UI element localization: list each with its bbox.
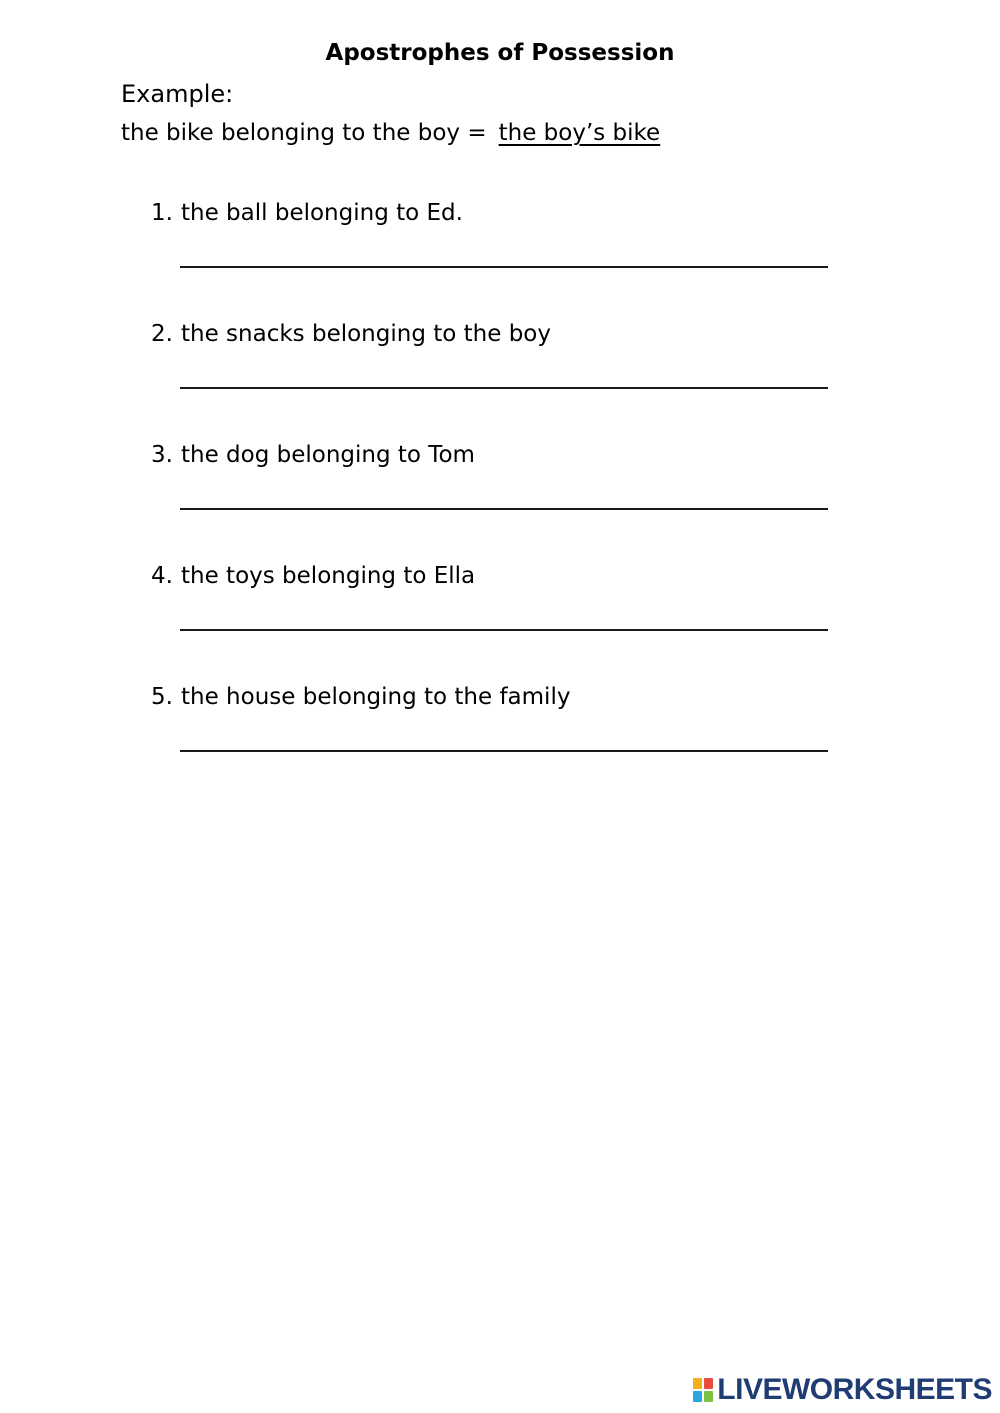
example-line xyxy=(121,120,660,146)
answer-line-2[interactable] xyxy=(180,387,828,389)
page-title: Apostrophes of Possession xyxy=(325,40,675,66)
liveworksheets-watermark xyxy=(693,1373,992,1407)
question-1 xyxy=(151,200,463,226)
example-label: Example: xyxy=(121,80,234,108)
answer-line-3[interactable] xyxy=(180,508,828,510)
question-text: the toys belonging to Ella xyxy=(181,563,476,589)
example-prompt: the bike belonging to the boy = xyxy=(121,120,487,146)
example-answer: the boy’s bike xyxy=(498,120,661,146)
question-number: 3. xyxy=(151,442,173,468)
question-text: the house belonging to the family xyxy=(181,684,571,710)
question-2 xyxy=(151,321,551,347)
question-text: the dog belonging to Tom xyxy=(181,442,475,468)
question-5 xyxy=(151,684,570,710)
watermark-text: LIVEWORKSHEETS xyxy=(717,1373,992,1406)
answer-line-5[interactable] xyxy=(180,750,828,752)
question-4 xyxy=(151,563,475,589)
question-text: the ball belonging to Ed. xyxy=(181,200,463,226)
question-number: 5. xyxy=(151,684,173,710)
question-3 xyxy=(151,442,475,468)
question-number: 1. xyxy=(151,200,173,226)
question-number: 4. xyxy=(151,563,173,589)
answer-line-1[interactable] xyxy=(180,266,828,268)
question-number: 2. xyxy=(151,321,173,347)
question-text: the snacks belonging to the boy xyxy=(181,321,551,347)
answer-line-4[interactable] xyxy=(180,629,828,631)
liveworksheets-logo-icon xyxy=(693,1378,713,1402)
